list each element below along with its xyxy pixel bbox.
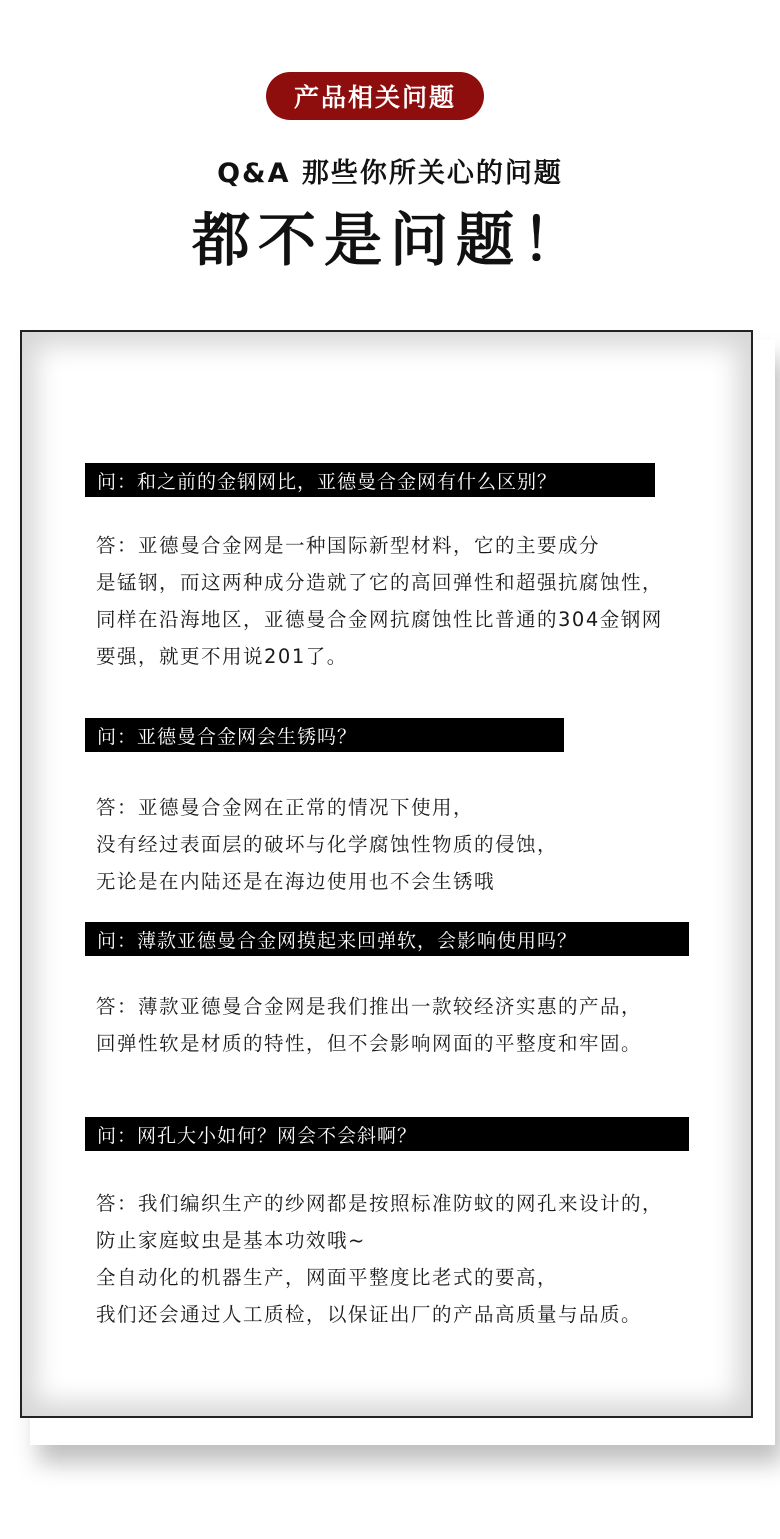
faq-answer-1 [96,527,663,675]
faq-question-3: 问：薄款亚德曼合金网摸起来回弹软，会影响使用吗？ [85,922,689,956]
section-badge: 产品相关问题 [266,72,484,120]
answer-line: 防止家庭蚊虫是基本功效哦~ [96,1229,366,1252]
faq-card [20,330,753,1418]
answer-line: 无论是在内陆还是在海边使用也不会生锈哦 [96,870,496,893]
faq-answer-2 [96,789,558,900]
answer-line: 是锰钢，而这两种成分造就了它的高回弹性和超强抗腐蚀性， [96,571,664,594]
answer-line: 答：薄款亚德曼合金网是我们推出一款较经济实惠的产品， [96,995,643,1018]
page-headline: 都不是问题！ [191,206,588,274]
answer-line: 同样在沿海地区，亚德曼合金网抗腐蚀性比普通的304金钢网 [96,608,663,631]
answer-line: 我们还会通过人工质检，以保证出厂的产品高质量与品质。 [96,1303,643,1326]
answer-line: 答：亚德曼合金网是一种国际新型材料，它的主要成分 [96,534,601,557]
faq-answer-3 [96,988,642,1062]
faq-answer-4 [96,1185,663,1333]
page-subtitle: Q&A 那些你所关心的问题 [217,158,563,189]
faq-question-2: 问：亚德曼合金网会生锈吗？ [85,718,564,752]
answer-line: 没有经过表面层的破坏与化学腐蚀性物质的侵蚀， [96,833,559,856]
answer-line: 回弹性软是材质的特性，但不会影响网面的平整度和牢固。 [96,1032,643,1055]
answer-line: 答：我们编织生产的纱网都是按照标准防蚊的网孔来设计的， [96,1192,664,1215]
answer-line: 全自动化的机器生产，网面平整度比老式的要高， [96,1266,559,1289]
answer-line: 要强，就更不用说201了。 [96,645,348,668]
faq-question-4: 问：网孔大小如何？网会不会斜啊？ [85,1117,689,1151]
answer-line: 答：亚德曼合金网在正常的情况下使用， [96,796,475,819]
faq-question-1: 问：和之前的金钢网比，亚德曼合金网有什么区别？ [85,463,655,497]
